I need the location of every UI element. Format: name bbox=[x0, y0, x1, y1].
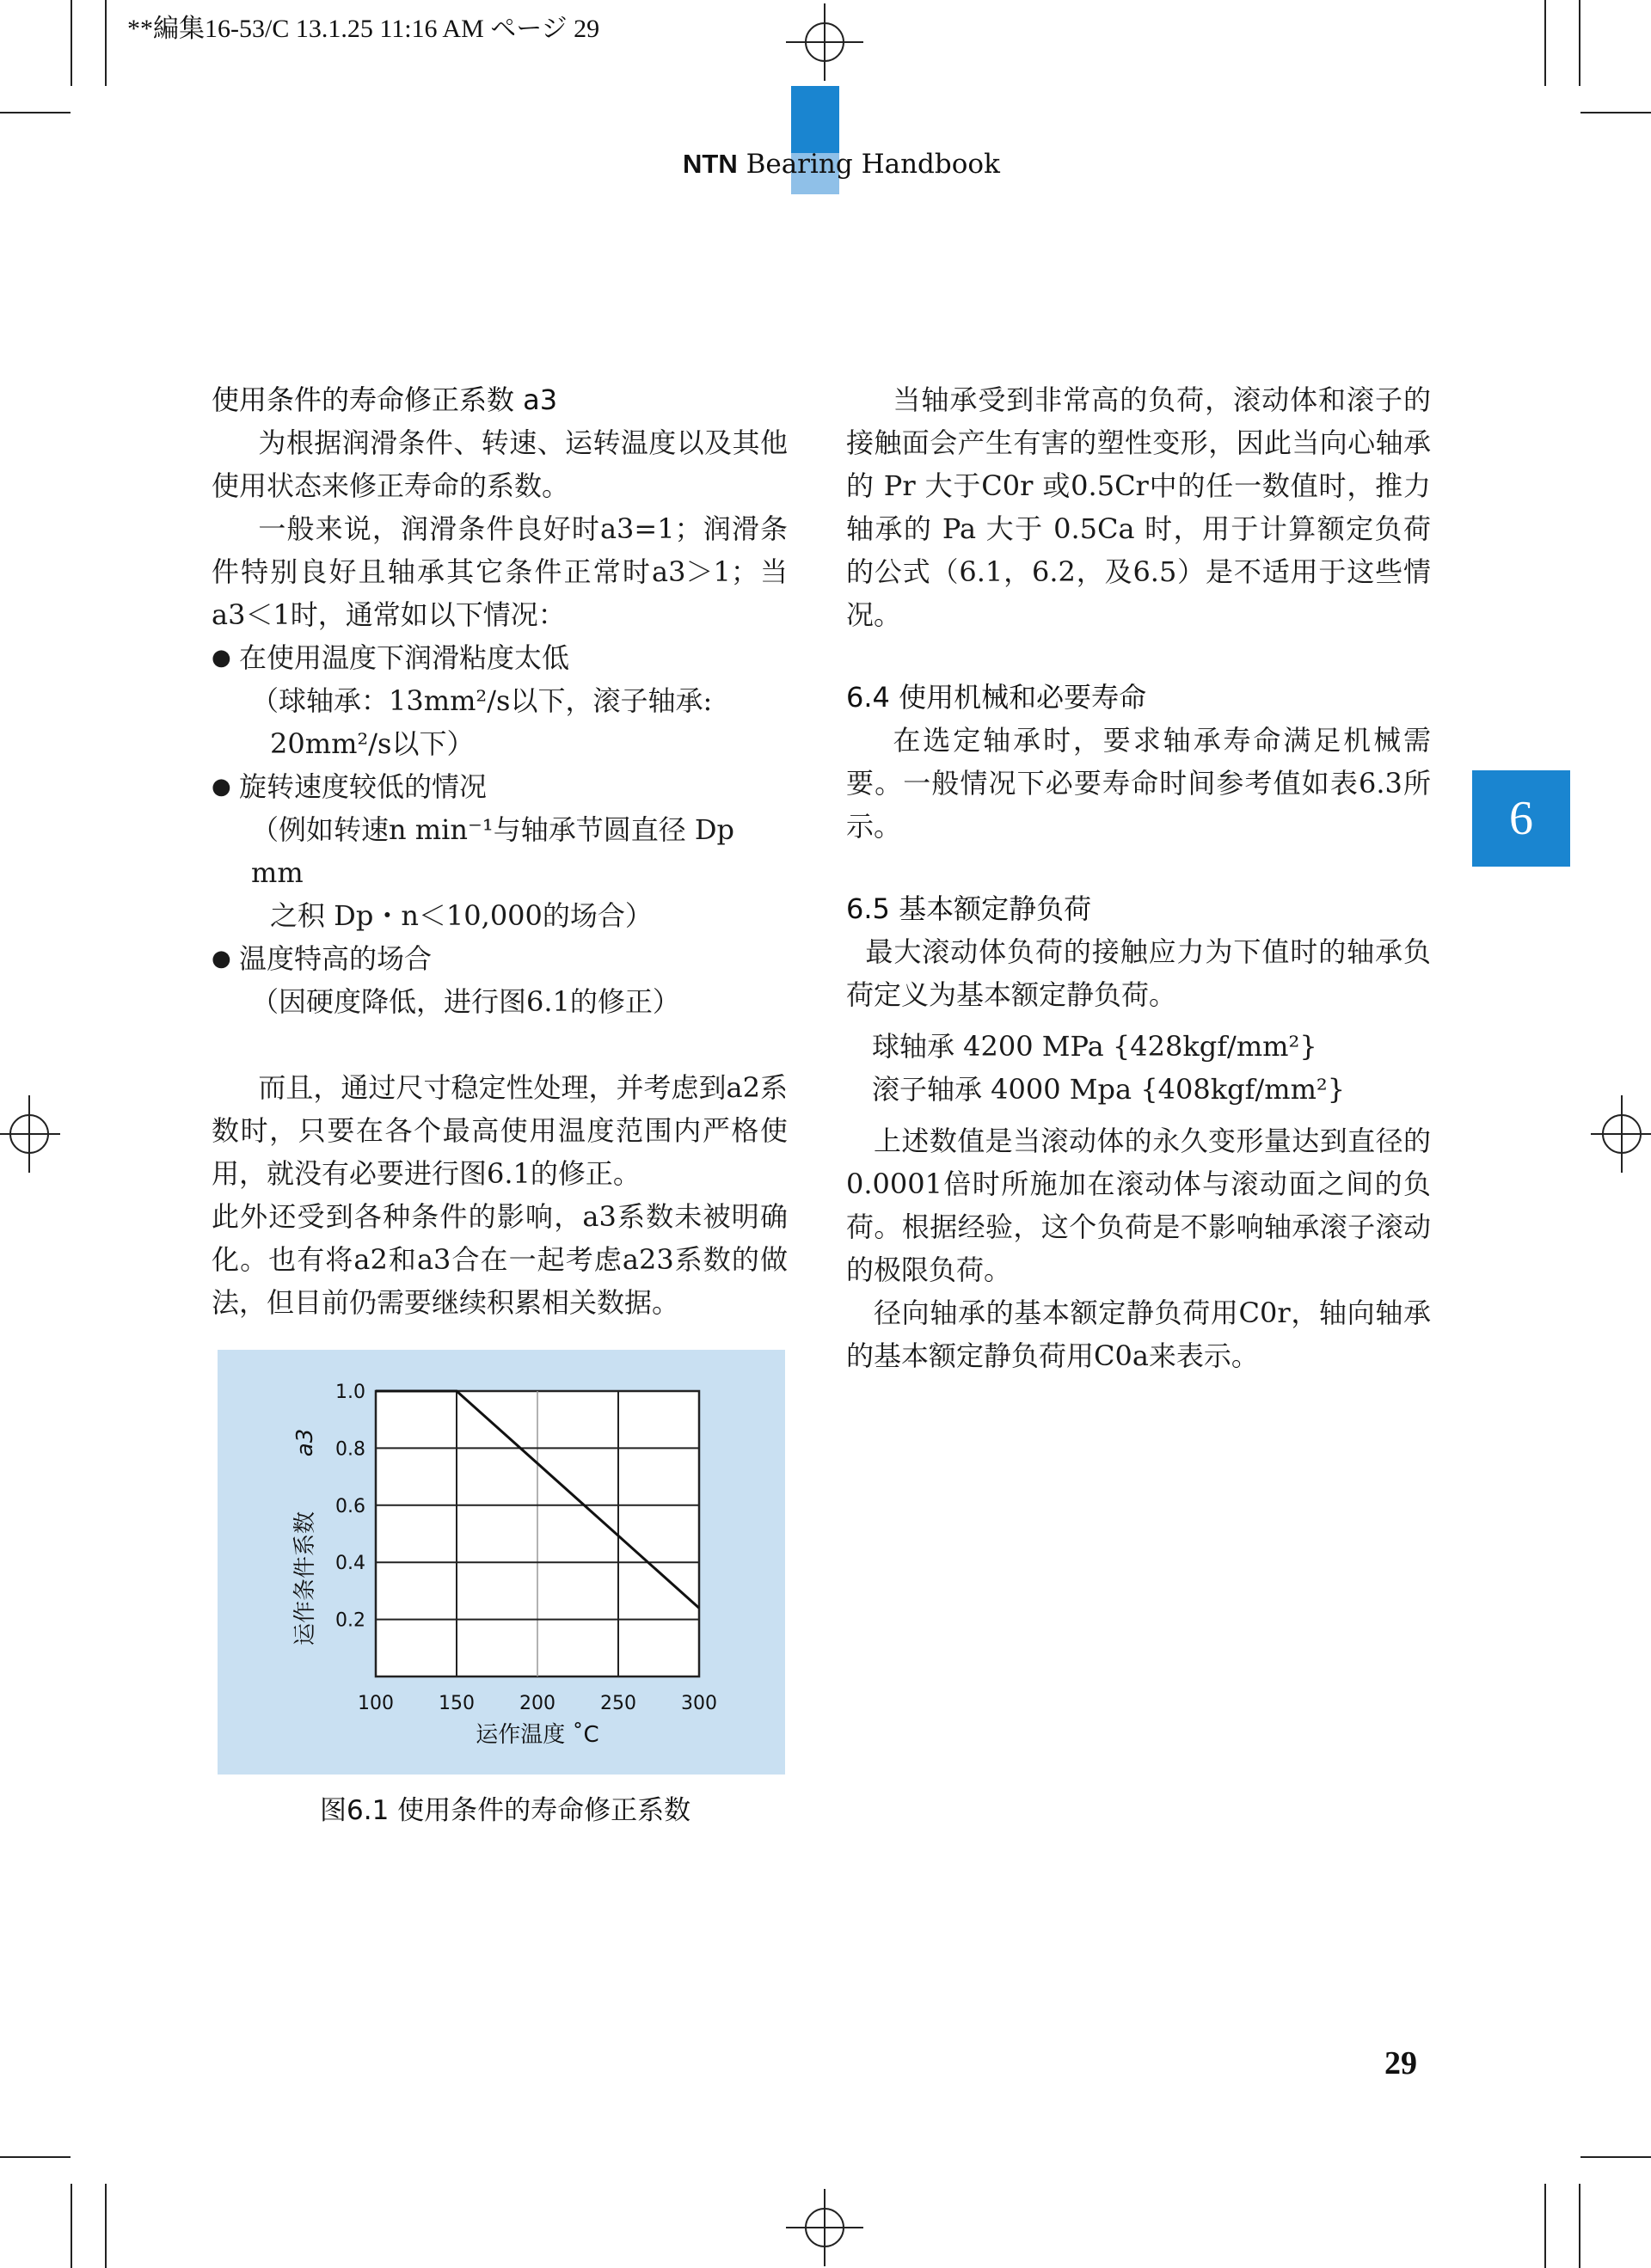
y-axis-label: 运作条件系数 bbox=[292, 1511, 318, 1646]
y-tick-label: 0.4 bbox=[335, 1553, 365, 1575]
formula-roller-bearing: 滚子轴承 4000 Mpa {408kgf/mm²} bbox=[872, 1073, 1346, 1106]
bullet-item: ● 旋转速度较低的情况 bbox=[212, 765, 788, 808]
x-tick-label: 200 bbox=[519, 1693, 555, 1714]
crop-mark bbox=[105, 2184, 107, 2268]
crop-mark bbox=[1579, 0, 1580, 86]
paragraph: 在选定轴承时，要求轴承寿命满足机械需要。一般情况下必要寿命时间参考值如表6.3所示。 bbox=[846, 724, 1431, 843]
crop-mark bbox=[1579, 2184, 1580, 2268]
y-tick-label: 0.8 bbox=[335, 1438, 365, 1461]
running-head bbox=[683, 149, 1000, 180]
figure-6-1-panel bbox=[218, 1350, 785, 1775]
paragraph: 上述数值是当滚动体的永久变形量达到直径的0.0001倍时所施加在滚动体与滚动面之间的负荷。根据经验，这个负荷是不影响轴承滚子滚动的极限负荷。 bbox=[846, 1125, 1431, 1286]
x-tick-label: 150 bbox=[439, 1693, 475, 1714]
left-column bbox=[212, 378, 788, 1324]
page-number: 29 bbox=[1384, 2045, 1417, 2081]
bullet-item: ● 温度特高的场合 bbox=[212, 937, 788, 980]
crop-mark bbox=[71, 0, 72, 86]
bullet-item: ● 在使用温度下润滑粘度太低 bbox=[212, 636, 788, 679]
running-head-brand: NTN bbox=[683, 149, 738, 179]
paragraph: 最大滚动体负荷的接触应力为下值时的轴承负荷定义为基本额定静负荷。 bbox=[846, 935, 1431, 1011]
x-tick-label: 300 bbox=[681, 1693, 717, 1714]
crop-mark bbox=[0, 2156, 71, 2158]
bullet-note: （例如转速n min⁻¹与轴承节圆直径 Dp mm bbox=[251, 813, 735, 889]
registration-mark-top bbox=[786, 3, 863, 81]
formula-ball-bearing: 球轴承 4200 MPa {428kgf/mm²} bbox=[872, 1030, 1317, 1063]
y-tick-label: 0.6 bbox=[335, 1495, 365, 1517]
bullet-note: 之积 Dp・n＜10,000的场合） bbox=[270, 899, 653, 932]
right-column bbox=[846, 378, 1431, 1377]
crop-mark bbox=[1544, 0, 1546, 86]
paragraph: 而且，通过尺寸稳定性处理，并考虑到a2系数时，只要在各个最高使用温度范围内严格使用，就没有必要进行图6.1的修正。 bbox=[212, 1071, 788, 1190]
chapter-tab: 6 bbox=[1472, 770, 1570, 867]
registration-mark-right bbox=[1591, 1095, 1651, 1173]
bullet-note: （球轴承：13mm²/s以下，滚子轴承: bbox=[251, 684, 713, 717]
registration-mark-left bbox=[0, 1095, 60, 1173]
section-heading-6-5: 6.5 基本额定静负荷 bbox=[846, 892, 1092, 925]
paragraph: 一般来说，润滑条件良好时a3=1；润滑条件特别良好且轴承其它条件正常时a3＞1；当a3＜1时，通常如以下情况： bbox=[212, 512, 788, 631]
crop-mark bbox=[0, 112, 71, 113]
crop-mark bbox=[105, 0, 107, 86]
life-adjustment-chart bbox=[218, 1350, 785, 1775]
paragraph: 当轴承受到非常高的负荷，滚动体和滚子的接触面会产生有害的塑性变形，因此当向心轴承的 Pr 大于C0r 或0.5Cr中的任一数值时，推力轴承的 Pa 大于 0.5Ca 时，用于计算额定负荷的公式（6.1，6.2，及6.5）是不适用于这些情况。 bbox=[846, 383, 1431, 631]
section-heading-a3: 使用条件的寿命修正系数 a3 bbox=[212, 383, 558, 416]
y-axis-symbol: a3 bbox=[292, 1428, 318, 1457]
bullet-note: （因硬度降低，进行图6.1的修正） bbox=[251, 985, 680, 1018]
crop-mark bbox=[1580, 112, 1651, 113]
crop-mark bbox=[1580, 2156, 1651, 2158]
print-slug: **編集16-53/C 13.1.25 11:16 AM ページ 29 bbox=[127, 15, 600, 43]
x-axis-label: 运作温度 ˚C bbox=[476, 1722, 599, 1748]
running-head-title: Bearing Handbook bbox=[737, 149, 1000, 180]
figure-caption: 图6.1 使用条件的寿命修正系数 bbox=[320, 1795, 691, 1826]
y-tick-label: 1.0 bbox=[335, 1382, 365, 1403]
crop-mark bbox=[1544, 2184, 1546, 2268]
paragraph: 径向轴承的基本额定静负荷用C0r，轴向轴承的基本额定静负荷用C0a来表示。 bbox=[846, 1296, 1431, 1372]
x-tick-label: 250 bbox=[600, 1693, 636, 1714]
x-tick-label: 100 bbox=[358, 1693, 394, 1714]
y-tick-label: 0.2 bbox=[335, 1609, 365, 1632]
crop-mark bbox=[71, 2184, 72, 2268]
registration-mark-bottom bbox=[786, 2189, 863, 2266]
paragraph: 为根据润滑条件、转速、运转温度以及其他使用状态来修正寿命的系数。 bbox=[212, 426, 788, 502]
bullet-note: 20mm²/s以下） bbox=[270, 727, 475, 760]
section-heading-6-4: 6.4 使用机械和必要寿命 bbox=[846, 681, 1147, 714]
paragraph: 此外还受到各种条件的影响，a3系数未被明确化。也有将a2和a3合在一起考虑a23系数的做法，但目前仍需要继续积累相关数据。 bbox=[212, 1200, 788, 1319]
